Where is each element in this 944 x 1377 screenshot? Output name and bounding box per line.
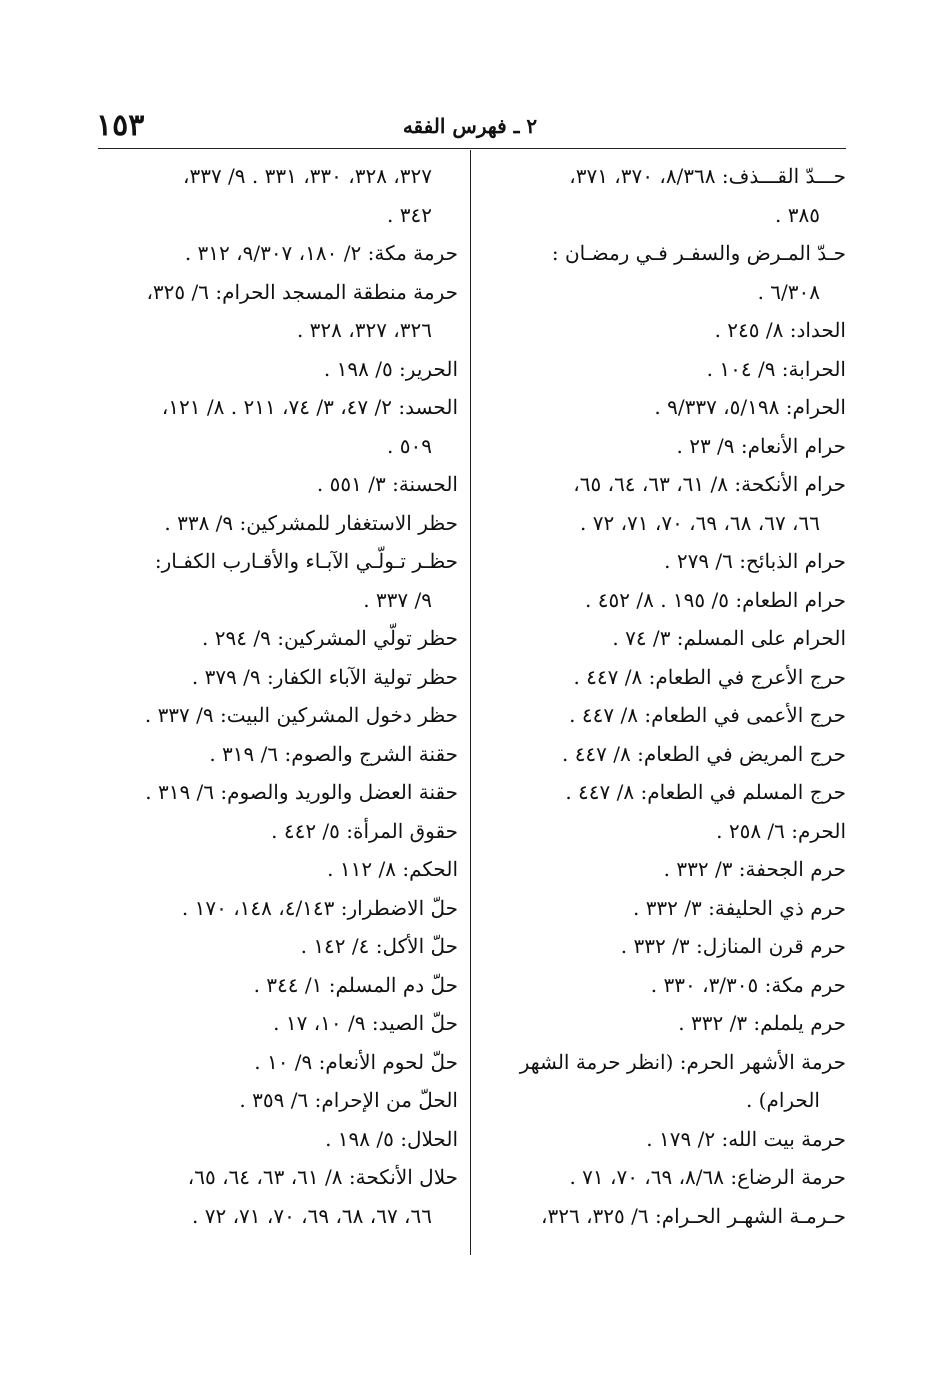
index-entry-line: حرام الطعام: ٥/ ١٩٥ . ٨/ ٤٥٢ .: [585, 587, 846, 612]
index-entry-line: الحرام) .: [745, 1088, 820, 1112]
index-entry-line: ٣٢٦، ٣٢٧، ٣٢٨ .: [296, 318, 432, 342]
index-entry-line: الحلّ من الإحرام: ٦/ ٣٥٩ .: [239, 1088, 458, 1112]
index-entry-line: حظر تولّي المشركين: ٩/ ٢٩٤ .: [202, 626, 458, 650]
index-entry-line: حرمة الرضاع: ٨/٦٨، ٦٩، ٧٠، ٧١ .: [569, 1165, 846, 1189]
index-entry-line: حـــدّ القـــذف: ٨/٣٦٨، ٣٧٠، ٣٧١،: [569, 164, 846, 188]
column-divider: [470, 150, 471, 1255]
index-entry-line: حرم قرن المنازل: ٣/ ٣٣٢ .: [620, 934, 846, 958]
index-entry-line: حقوق المرأة: ٥/ ٤٤٢ .: [271, 818, 458, 843]
index-entry-line: حلّ دم المسلم: ١/ ٣٤٤ .: [253, 972, 458, 997]
index-entry-line: ٦٦، ٦٧، ٦٨، ٦٩، ٧٠، ٧١، ٧٢ .: [580, 510, 820, 535]
index-entry-line: حرام الذبائح: ٦/ ٢٧٩ .: [664, 549, 846, 573]
index-entry-line: ٣٨٥ .: [775, 202, 820, 227]
page-number: ١٥٣: [96, 108, 145, 143]
index-entry-line: حرج المسلم في الطعام: ٨/ ٤٤٧ .: [565, 780, 846, 804]
index-entry-line: الحسد: ٢/ ٤٧، ٣/ ٧٤، ٢١١ . ٨/ ١٢١،: [161, 395, 458, 419]
index-entry-line: حرم ذي الحليفة: ٣/ ٣٣٢ .: [632, 895, 846, 920]
index-column-left: [98, 157, 458, 1235]
index-entry-line: ٦٦، ٦٧، ٦٨، ٦٩، ٧٠، ٧١، ٧٢ .: [192, 1203, 432, 1228]
index-entry-line: حظر الاستغفار للمشركين: ٩/ ٣٣٨ .: [164, 510, 458, 535]
index-entry-line: الحرير: ٥/ ١٩٨ .: [323, 356, 458, 381]
index-entry-line: حرمة الأشهر الحرم: (انظر حرمة الشهر: [519, 1049, 846, 1074]
index-column-right: [486, 157, 846, 1235]
index-entry-line: حرام الأنكحة: ٨/ ٦١، ٦٣، ٦٤، ٦٥،: [573, 472, 846, 496]
index-entry-line: حلال الأنكحة: ٨/ ٦١، ٦٣، ٦٤، ٦٥،: [187, 1165, 458, 1189]
index-entry-line: حرج المريض في الطعام: ٨/ ٤٤٧ .: [561, 741, 846, 766]
index-entry-line: الحرام: ٥/١٩٨، ٩/٣٣٧ .: [654, 395, 846, 419]
index-entry-line: حرمة منطقة المسجد الحرام: ٦/ ٣٢٥،: [146, 279, 458, 304]
index-entry-line: حقنة العضل والوريد والصوم: ٦/ ٣١٩ .: [145, 780, 458, 804]
index-entry-line: الحسنة: ٣/ ٥٥١ .: [316, 472, 458, 496]
index-entry-line: ٩/ ٣٣٧ .: [363, 587, 432, 612]
index-entry-line: حلّ الصيد: ٩/ ١٠، ١٧ .: [273, 1011, 458, 1035]
index-entry-line: ٦/٣٠٨ .: [757, 279, 820, 304]
index-entry-line: حرمة بيت الله: ٢/ ١٧٩ .: [646, 1126, 846, 1151]
index-entry-line: حرام الأنعام: ٩/ ٢٣ .: [676, 433, 846, 458]
index-entry-line: الحكم: ٨/ ١١٢ .: [327, 857, 458, 881]
index-entry-line: حـدّ المـرض والسفـر فـي رمضـان :: [551, 241, 846, 265]
index-entry-line: حلّ الأكل: ٤/ ١٤٢ .: [300, 934, 458, 958]
index-entry-line: حـرمـة الشهـر الحـرام: ٦/ ٣٢٥، ٣٢٦،: [541, 1203, 846, 1228]
index-entry-line: حقنة الشرج والصوم: ٦/ ٣١٩ .: [209, 741, 458, 766]
index-entry-line: ٣٤٢ .: [387, 202, 432, 227]
index-entry-line: الحرابة: ٩/ ١٠٤ .: [706, 356, 846, 381]
index-entry-line: حرم يلملم: ٣/ ٣٣٢ .: [678, 1011, 846, 1035]
index-entry-line: حرج الأعرج في الطعام: ٨/ ٤٤٧ .: [573, 664, 846, 689]
index-entry-line: ٥٠٩ .: [387, 433, 432, 458]
index-entry-line: الحداد: ٨/ ٢٤٥ .: [714, 318, 846, 342]
index-entry-line: حرم الجحفة: ٣/ ٣٣٢ .: [663, 857, 846, 881]
index-entry-line: حظر تولية الآباء الكفار: ٩/ ٣٧٩ .: [191, 664, 458, 689]
index-entry-line: حظر دخول المشركين البيت: ٩/ ٣٣٧ .: [144, 703, 458, 727]
index-entry-line: حظـر تـولّـي الآبـاء والأقـارب الكفـار:: [154, 549, 458, 573]
index-entry-line: الحرم: ٦/ ٢٥٨ .: [716, 818, 846, 843]
index-entry-line: حرج الأعمى في الطعام: ٨/ ٤٤٧ .: [569, 703, 846, 727]
index-entry-line: ٣٢٧، ٣٢٨، ٣٣٠، ٣٣١ . ٩/ ٣٣٧،: [182, 164, 432, 188]
index-entry-line: الحلال: ٥/ ١٩٨ .: [325, 1126, 458, 1151]
index-entry-line: حلّ لحوم الأنعام: ٩/ ١٠ .: [254, 1049, 458, 1074]
page-title: ٢ ـ فهرس الفقه: [402, 114, 538, 138]
index-entry-line: حرم مكة: ٣/٣٠٥، ٣٣٠ .: [650, 972, 846, 997]
index-entry-line: الحرام على المسلم: ٣/ ٧٤ .: [612, 626, 846, 650]
index-entry-line: حلّ الاضطرار: ٤/١٤٣، ١٤٨، ١٧٠ .: [181, 895, 458, 920]
index-entry-line: حرمة مكة: ٢/ ١٨٠، ٩/٣٠٧، ٣١٢ .: [184, 241, 458, 265]
header-rule: [98, 148, 846, 149]
